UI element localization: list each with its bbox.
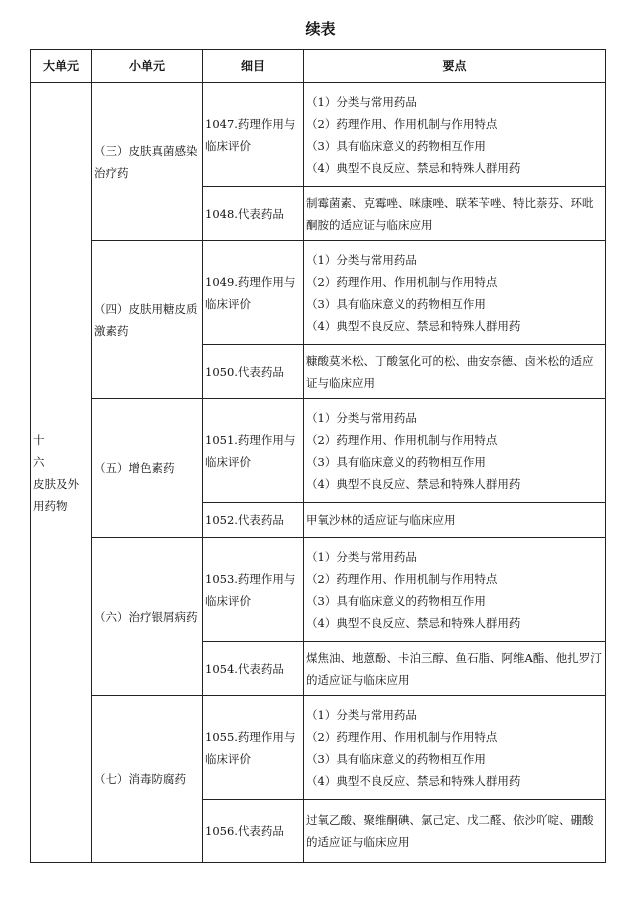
points-cell — [304, 83, 606, 187]
point-line: （3）具有临床意义的药物相互作用 — [306, 138, 486, 153]
point-line: （2）药理作用、作用机制与作用特点 — [306, 274, 498, 289]
point-line: （1）分类与常用药品 — [306, 410, 417, 425]
point-line: （4）典型不良反应、禁忌和特殊人群用药 — [306, 318, 521, 333]
big-unit-line: 六 — [33, 454, 45, 469]
table-row — [31, 241, 606, 345]
points-cell — [304, 399, 606, 503]
point-line: （3）具有临床意义的药物相互作用 — [306, 296, 486, 311]
point-line: （3）具有临床意义的药物相互作用 — [306, 751, 486, 766]
point-line: （1）分类与常用药品 — [306, 549, 417, 564]
points-cell — [304, 241, 606, 345]
item-code-cell: 1051.药理作用与临床评价 — [203, 399, 304, 503]
point-line: （3）具有临床意义的药物相互作用 — [306, 454, 486, 469]
item-code-cell: 1050.代表药品 — [203, 345, 304, 399]
syllabus-table — [30, 49, 606, 863]
point-line: （4）典型不良反应、禁忌和特殊人群用药 — [306, 615, 521, 630]
page-title: 续表 — [305, 20, 336, 38]
point-line: （2）药理作用、作用机制与作用特点 — [306, 729, 498, 744]
drug-list-cell: 过氧乙酸、聚维酮碘、氯己定、戊二醛、依沙吖啶、硼酸的适应证与临床应用 — [304, 800, 606, 863]
sub-unit-cell: （四）皮肤用糖皮质激素药 — [92, 241, 203, 399]
big-unit-line: 皮肤及外 — [33, 476, 79, 491]
drug-list-cell: 糠酸莫米松、丁酸氢化可的松、曲安奈德、卤米松的适应证与临床应用 — [304, 345, 606, 399]
points-cell — [304, 538, 606, 642]
point-line: （1）分类与常用药品 — [306, 94, 417, 109]
big-unit-cell — [31, 83, 92, 863]
item-code-cell: 1049.药理作用与临床评价 — [203, 241, 304, 345]
item-code-cell: 1053.药理作用与临床评价 — [203, 538, 304, 642]
table-row — [31, 399, 606, 503]
big-unit-line: 用药物 — [33, 498, 68, 513]
sub-unit-cell: （六）治疗银屑病药 — [92, 538, 203, 696]
item-code-cell: 1056.代表药品 — [203, 800, 304, 863]
sub-unit-cell: （五）增色素药 — [92, 399, 203, 538]
big-unit-line: 十 — [33, 432, 45, 447]
item-code-cell: 1052.代表药品 — [203, 503, 304, 538]
drug-list-cell: 煤焦油、地蒽酚、卡泊三醇、鱼石脂、阿维A酯、他扎罗汀的适应证与临床应用 — [304, 642, 606, 696]
point-line: （4）典型不良反应、禁忌和特殊人群用药 — [306, 773, 521, 788]
header-item: 细目 — [203, 50, 304, 83]
header-big-unit: 大单元 — [31, 50, 92, 83]
header-row — [31, 50, 606, 83]
sub-unit-cell: （三）皮肤真菌感染治疗药 — [92, 83, 203, 241]
item-code-cell: 1054.代表药品 — [203, 642, 304, 696]
header-points: 要点 — [304, 50, 606, 83]
point-line: （1）分类与常用药品 — [306, 252, 417, 267]
point-line: （2）药理作用、作用机制与作用特点 — [306, 432, 498, 447]
drug-list-cell: 制霉菌素、克霉唑、咪康唑、联苯苄唑、特比萘芬、环吡酮胺的适应证与临床应用 — [304, 187, 606, 241]
points-cell — [304, 696, 606, 800]
table-row — [31, 696, 606, 800]
point-line: （3）具有临床意义的药物相互作用 — [306, 593, 486, 608]
point-line: （2）药理作用、作用机制与作用特点 — [306, 116, 498, 131]
sub-unit-cell: （七）消毒防腐药 — [92, 696, 203, 863]
item-code-cell: 1047.药理作用与临床评价 — [203, 83, 304, 187]
point-line: （4）典型不良反应、禁忌和特殊人群用药 — [306, 476, 521, 491]
drug-list-cell: 甲氧沙林的适应证与临床应用 — [304, 503, 606, 538]
point-line: （4）典型不良反应、禁忌和特殊人群用药 — [306, 160, 521, 175]
point-line: （1）分类与常用药品 — [306, 707, 417, 722]
item-code-cell: 1055.药理作用与临床评价 — [203, 696, 304, 800]
table-row — [31, 538, 606, 642]
table-row — [31, 83, 606, 187]
item-code-cell: 1048.代表药品 — [203, 187, 304, 241]
point-line: （2）药理作用、作用机制与作用特点 — [306, 571, 498, 586]
header-sub-unit: 小单元 — [92, 50, 203, 83]
